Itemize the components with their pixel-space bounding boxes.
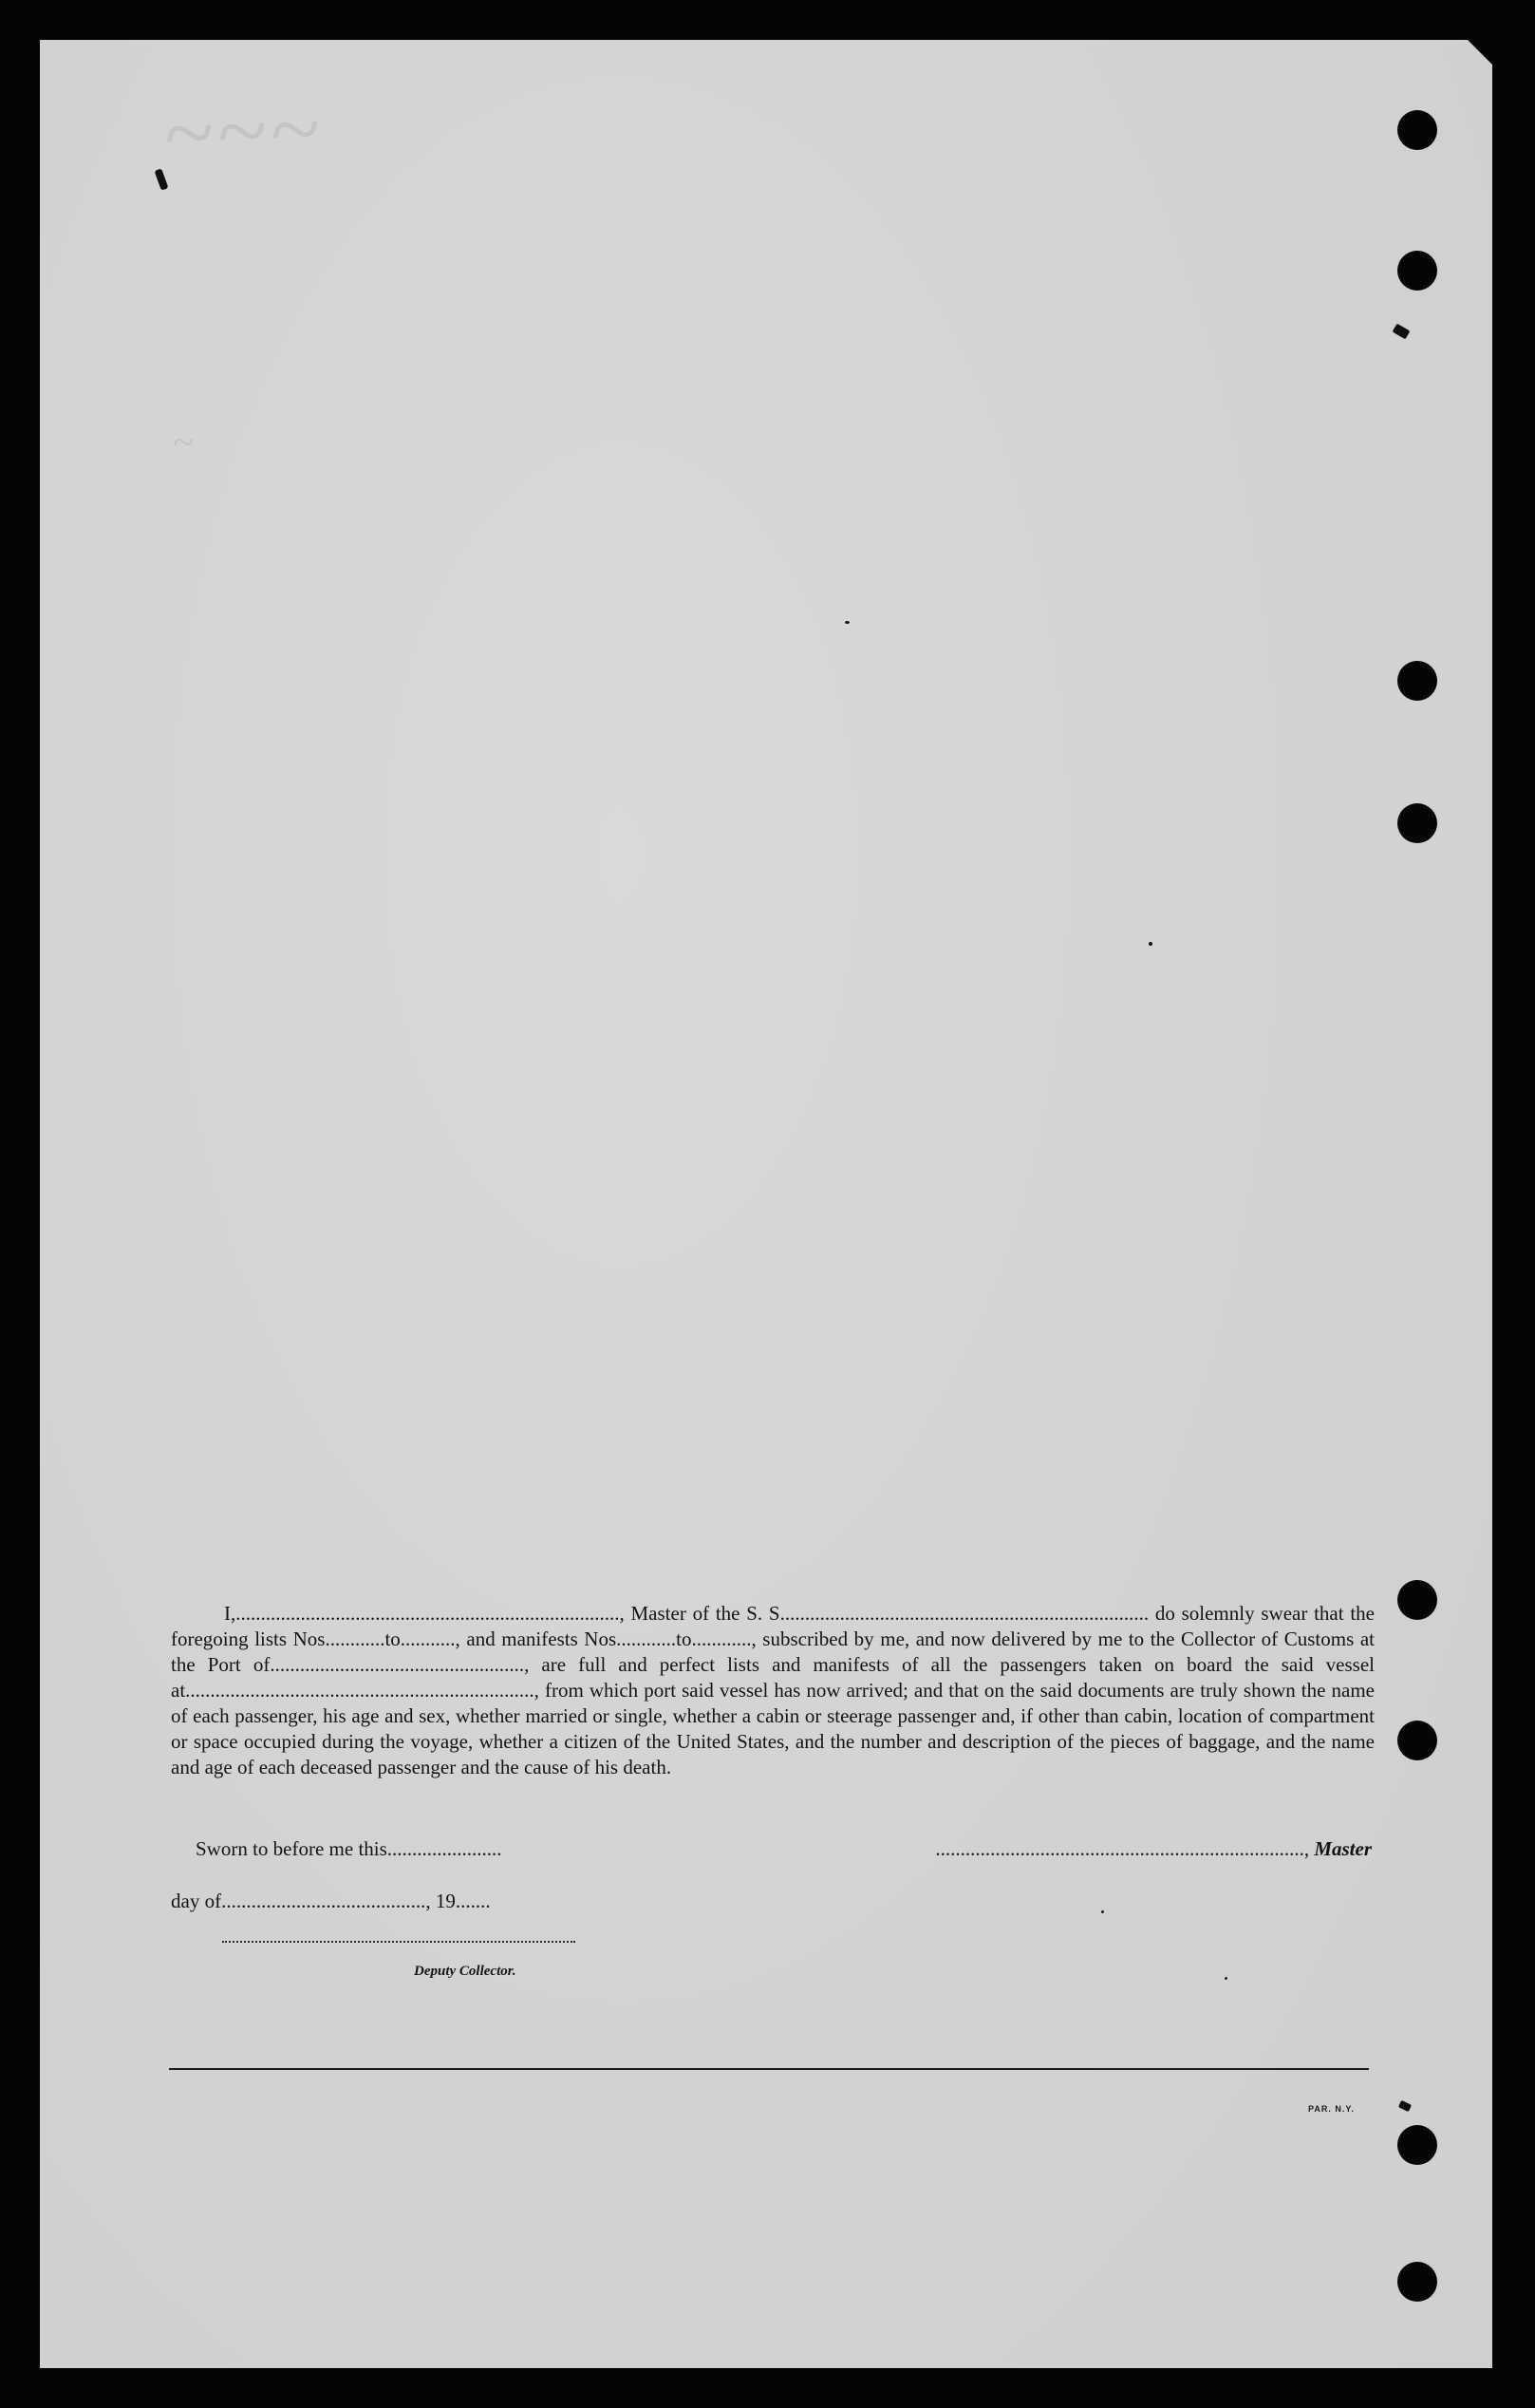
day-of-line: day of........................................., 19.......	[171, 1890, 491, 1912]
ink-speck	[1225, 1977, 1227, 1980]
punch-hole	[1397, 110, 1437, 150]
sworn-before-line: Sworn to before me this.......................	[196, 1837, 502, 1860]
punch-hole	[1397, 251, 1437, 291]
master-oath-paragraph	[171, 1601, 1375, 1780]
punch-hole	[1397, 803, 1437, 843]
document-page	[40, 40, 1492, 2368]
deputy-collector-signature-line	[222, 1941, 575, 1943]
oath-text: I,............................................................................., Master of the S. S.......................................................................... do solemnly swear that the foregoing lists Nos............to..........., and manifests Nos............to............, subscribed by me, and now delivered by me to the Collector of Customs at the Port of..................................................., are full and perfect lists and manifests of all the passengers taken on board the said vessel at......................................................................, from which port said vessel has now arrived; and that on the said documents are truly shown the name of each passenger, his age and sex, whether married or single, whether a cabin or steerage passenger and, if other than cabin, location of compartment or space occupied during the voyage, whether a citizen of the United States, and the number and description of the pieces of baggage, and the name and age of each deceased passenger and the cause of his death.	[171, 1602, 1375, 1778]
master-signature-line	[935, 1837, 1372, 1861]
corner-fold	[1468, 40, 1492, 65]
show-through-mark: ~	[173, 421, 197, 463]
ink-speck	[1149, 942, 1152, 946]
printer-mark: PAR. N.Y.	[1308, 2104, 1355, 2114]
punch-hole	[1397, 1580, 1437, 1620]
punch-hole	[1397, 1721, 1437, 1760]
punch-hole	[1397, 661, 1437, 701]
punch-hole	[1397, 2125, 1437, 2165]
master-signature-dots: ..........................................................................,	[935, 1837, 1310, 1860]
ink-speck	[1398, 2100, 1412, 2112]
punch-hole	[1397, 2262, 1437, 2302]
show-through-mark: ~~~	[161, 77, 325, 184]
deputy-collector-label: Deputy Collector.	[414, 1964, 516, 1979]
master-label: Master	[1314, 1837, 1372, 1860]
ink-speck	[845, 621, 850, 624]
ink-speck	[1393, 324, 1411, 340]
horizontal-rule	[169, 2068, 1369, 2070]
ink-speck	[1101, 1910, 1104, 1913]
